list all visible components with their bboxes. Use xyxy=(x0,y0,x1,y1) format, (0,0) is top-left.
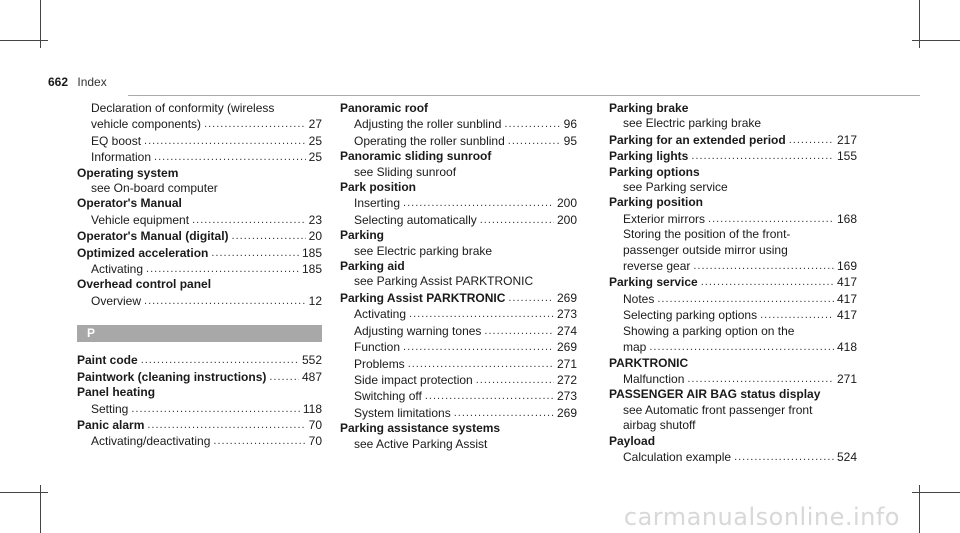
index-see-reference[interactable]: see Electric parking brake xyxy=(354,243,493,258)
index-subentry: Problems ..... 271 xyxy=(340,356,577,372)
page-ref[interactable]: 23 xyxy=(308,212,322,227)
page-ref[interactable]: 185 xyxy=(301,262,322,277)
page-ref[interactable]: 273 xyxy=(556,389,577,404)
index-column-3 xyxy=(609,101,857,465)
index-subentry: Inserting ..... 200 xyxy=(340,195,577,211)
page-number: 662 xyxy=(48,75,69,89)
crop-mark xyxy=(0,40,48,41)
index-entry: Optimized acceleration ..... 185 xyxy=(77,245,322,261)
page-ref[interactable]: 417 xyxy=(836,308,857,323)
index-heading: Panoramic sliding sunroof xyxy=(340,149,492,164)
index-subentry: System limitations ..... 269 xyxy=(340,405,577,421)
crop-mark xyxy=(0,492,48,493)
index-see-reference[interactable]: airbag shutoff xyxy=(623,418,696,433)
index-see-reference[interactable]: see Electric parking brake xyxy=(623,116,762,131)
index-subentry: Overview ..... 12 xyxy=(77,293,322,309)
index-see-reference[interactable]: see Sliding sunroof xyxy=(354,164,457,179)
page-ref[interactable]: 96 xyxy=(563,117,577,132)
index-subentry: Malfunction ..... 271 xyxy=(609,371,857,387)
index-subentry: Selecting parking options ..... 417 xyxy=(609,307,857,323)
index-see-reference[interactable]: see Active Parking Assist xyxy=(354,436,488,451)
index-see-reference[interactable]: see Automatic front passenger front xyxy=(623,402,813,417)
index-subentry: Calculation example ..... 524 xyxy=(609,449,857,465)
page-ref[interactable]: 524 xyxy=(836,449,857,464)
index-heading: Parking assistance systems xyxy=(340,421,501,436)
page-ref[interactable]: 417 xyxy=(836,291,857,306)
page-ref[interactable]: 155 xyxy=(836,149,857,164)
index-subentry: Side impact protection ..... 272 xyxy=(340,372,577,388)
index-entry: Parking service ..... 417 xyxy=(609,274,857,290)
page-ref[interactable]: 118 xyxy=(302,401,322,416)
crop-mark xyxy=(912,40,960,41)
header-rule xyxy=(128,95,920,96)
index-heading: Panel heating xyxy=(77,385,156,400)
index-letter-bar: P xyxy=(77,325,322,342)
page-ref[interactable]: 70 xyxy=(308,417,322,432)
index-heading: Panoramic roof xyxy=(340,101,429,115)
page-ref[interactable]: 269 xyxy=(556,340,577,355)
index-subentry: Adjusting the roller sunblind ..... 96 xyxy=(340,116,577,132)
index-subentry: Operating the roller sunblind ..... 95 xyxy=(340,133,577,149)
page-ref[interactable]: 418 xyxy=(836,340,857,355)
index-subentry: Switching off ..... 273 xyxy=(340,388,577,404)
index-heading: Parking options xyxy=(609,164,700,179)
index-subentry: Selecting automatically ..... 200 xyxy=(340,212,577,228)
page-ref[interactable]: 269 xyxy=(556,290,577,305)
index-column-2 xyxy=(340,101,577,452)
page-ref[interactable]: 269 xyxy=(556,405,577,420)
page-ref[interactable]: 271 xyxy=(836,371,857,386)
index-subentry: Storing the position of the front- xyxy=(623,227,791,242)
index-subentry: Vehicle equipment ..... 23 xyxy=(77,212,322,228)
page-ref[interactable]: 70 xyxy=(308,434,322,449)
page-ref[interactable]: 25 xyxy=(308,150,322,165)
index-heading: Parking xyxy=(340,228,385,243)
index-see-reference[interactable]: see Parking Assist PARKTRONIC xyxy=(354,274,534,289)
index-subentry: Showing a parking option on the xyxy=(623,323,795,338)
page-ref[interactable]: 552 xyxy=(301,353,322,368)
page-ref[interactable]: 273 xyxy=(556,307,577,322)
index-entry: Paintwork (cleaning instructions) ..... 487 xyxy=(77,369,322,385)
crop-mark xyxy=(912,492,960,493)
index-heading: Operator's Manual xyxy=(77,196,182,211)
index-entry: Parking for an extended period ..... 217 xyxy=(609,132,857,148)
index-subentry: Setting ..... 118 xyxy=(77,401,322,417)
index-entry: Panic alarm ..... 70 xyxy=(77,417,322,433)
page-ref[interactable]: 200 xyxy=(556,196,577,211)
index-entry: Parking lights ..... 155 xyxy=(609,148,857,164)
page-ref[interactable]: 185 xyxy=(301,245,322,260)
index-subentry: reverse gear ..... 169 xyxy=(609,258,857,274)
index-subentry: map ..... 418 xyxy=(609,339,857,355)
page-ref[interactable]: 271 xyxy=(556,356,577,371)
page-ref[interactable]: 95 xyxy=(563,133,577,148)
index-subentry: vehicle components) ..... 27 xyxy=(77,116,322,132)
index-subentry: Notes ..... 417 xyxy=(609,291,857,307)
page-ref[interactable]: 217 xyxy=(836,132,857,147)
index-heading: Park position xyxy=(340,180,417,195)
index-subentry: Information ..... 25 xyxy=(77,149,322,165)
index-subentry: EQ boost ..... 25 xyxy=(77,133,322,149)
page-ref[interactable]: 272 xyxy=(556,372,577,387)
index-entry: Operator's Manual (digital) ..... 20 xyxy=(77,228,322,244)
index-heading: Operating system xyxy=(77,165,179,180)
index-heading: Parking brake xyxy=(609,101,689,115)
index-subentry: Declaration of conformity (wireless xyxy=(91,101,275,115)
index-heading: Payload xyxy=(609,433,656,448)
index-see-reference[interactable]: see Parking service xyxy=(623,180,728,195)
page-ref[interactable]: 200 xyxy=(556,212,577,227)
index-column-1 xyxy=(77,101,322,450)
page-ref[interactable]: 487 xyxy=(301,369,322,384)
page-ref[interactable]: 25 xyxy=(308,133,322,148)
index-subentry: passenger outside mirror using xyxy=(623,242,788,257)
watermark: carmanualsonline.info xyxy=(623,503,900,531)
page-ref[interactable]: 417 xyxy=(836,275,857,290)
page-header xyxy=(48,75,107,89)
index-heading: Overhead control panel xyxy=(77,277,212,292)
page-ref[interactable]: 12 xyxy=(308,293,322,308)
page-ref[interactable]: 169 xyxy=(836,259,857,274)
index-subentry: Activating/deactivating ..... 70 xyxy=(77,433,322,449)
index-subentry: Exterior mirrors ..... 168 xyxy=(609,211,857,227)
index-subentry: Activating ..... 185 xyxy=(77,261,322,277)
page-title: Index xyxy=(77,75,107,89)
page-ref[interactable]: 20 xyxy=(308,229,322,244)
page-ref[interactable]: 27 xyxy=(308,117,322,132)
index-subentry: Activating ..... 273 xyxy=(340,306,577,322)
index-heading: PARKTRONIC xyxy=(609,355,689,370)
page-ref[interactable]: 168 xyxy=(836,211,857,226)
index-heading: PASSENGER AIR BAG status display xyxy=(609,387,821,402)
index-heading: Parking position xyxy=(609,195,704,210)
index-see-reference[interactable]: see On-board computer xyxy=(91,181,218,196)
index-heading: Parking aid xyxy=(340,259,405,274)
index-subentry: Adjusting warning tones ..... 274 xyxy=(340,323,577,339)
page-ref[interactable]: 274 xyxy=(556,323,577,338)
index-entry: Parking Assist PARKTRONIC ..... 269 xyxy=(340,290,577,306)
index-subentry: Function ..... 269 xyxy=(340,339,577,355)
index-entry: Paint code ..... 552 xyxy=(77,352,322,368)
